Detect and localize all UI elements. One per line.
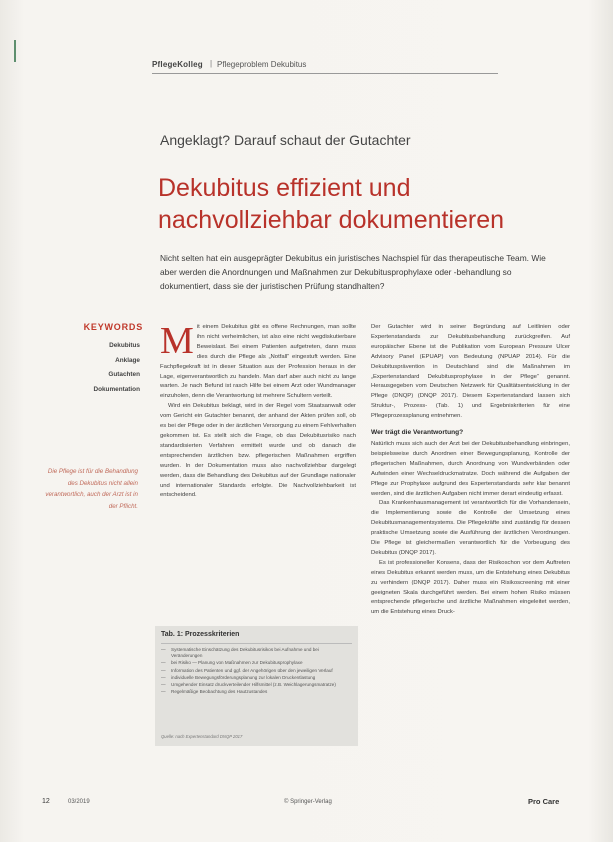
body-paragraph: Der Gutachter wird in seiner Begründung auf Leitlinien oder Expertenstandards zur Dekubitusbehandlung zurückgreifen. Auf europäischer Ebene ist die Publikation vom European Pressure Ulcer Advisory Panel (EPUAP) von Bedeutung (NPUAP 2014). Für die Dekubitusprävention in Deutschland sind die Maßnahmen im „Expertenstandard Dekubitusprophylaxe in der Pflege“ genannt. Herausgegeben vom Deutschen Netzwerk für Qualitätsentwicklung in der Pflege (DNQP) (DNQP 2017). Diesem Expertenstandard lassen sich Struktur-, Prozess- (Tab. 1) und Ergebniskriterien für eine Pflegeprozessplanung entnehmen.	[371, 324, 570, 420]
body-paragraph: Es ist professioneller Konsens, dass der Risikoschon vor dem Auftreten eines Dekubitus erkannt werden muss, um die Entstehung eines Dekubitus zu verhindern (DNQP 2017). Daher muss ein Risikoscreening mit einer geeigneten Skala durchgeführt werden. Bei einem hohen Risiko müssen entsprechende pflegerische und ärztliche Maßnahmen eingeleitet werden, um die Entstehung eines Druck-	[371, 559, 570, 616]
keyword-item: Dekubitus	[109, 342, 140, 349]
header-separator: |	[210, 59, 213, 68]
article-lead: Nicht selten hat ein ausgeprägter Dekubitus ein juristisches Nachspiel für das therapeutische Team. Wie aber werden die Anordnungen und Maßnahmen zur Dekubitusprophylaxe oder -behandlung so dokumentiert, dass sie der juristischen Prüfung standhalten?	[160, 253, 546, 291]
body-paragraph: Das Krankenhausmanagement ist verantwortlich für die Vorhandensein, die Implementierung sowie die Kontrolle der Umsetzung eines Dekubitusmanagementsystems. Die Pflegekräfte sind zuständig für dessen praktische Umsetzung sowie die Ausführung der ärztlichen Verordnungen. Die Pflege ist gleichermaßen verantwortlich für die Vorbeugung des Dekubitus (DNQP 2017).	[371, 500, 570, 556]
header-topic: Pflegeproblem Dekubitus	[217, 60, 307, 69]
table-list	[161, 647, 351, 696]
table-list-item: — Information des Patienten und ggf. der Angehörigen über den jeweiligen Verlauf	[161, 668, 351, 674]
running-header	[118, 60, 498, 73]
issue-number: 03/2019	[68, 799, 90, 805]
keywords-heading: KEYWORDS	[83, 322, 143, 332]
section-subheading: Wer trägt die Verantwortung?	[371, 429, 464, 437]
page-edge-mark	[14, 40, 16, 62]
keyword-item: Anklage	[115, 356, 140, 364]
body-column-1	[160, 320, 356, 501]
body-column-2	[371, 323, 570, 618]
table-list-item: — Umgehender Einsatz druckverteilender Hilfsmittel (z.B. Weichlagerungsmatratze)	[161, 682, 351, 688]
process-criteria-table	[155, 626, 358, 746]
keywords-list	[60, 339, 140, 397]
table-rule	[161, 643, 352, 644]
body-paragraph	[160, 320, 356, 402]
paragraph-text: it einem Dekubitus gibt es offene Rechnungen, man sollte ihn nicht verheimlichen, ist also eine nicht wegdiskutierbare Beweislast. Bei einem Patienten aufgetreten, dann muss dies durch die Pflege als „Notfall“ eingestuft werden. Eine Fachpflegekraft ist in dieser Situation aus der Profession heraus in der Lage, eigenverantwortlich zu handeln. Man darf aber auch nicht zu lange warten. Je nach Befund ist rasch Hilfe bei einem Arzt oder Wundmanager einzuholen, denn die Verantwortung ist mehrere Schultern verteilt.	[160, 324, 356, 400]
table-list-item: — individuelle Bewegungsförderungsplanung zur lokalen Druckentlastung	[161, 675, 351, 681]
journal-name: Pro Care	[528, 797, 560, 806]
page-number: 12	[42, 798, 50, 805]
body-paragraph: Natürlich muss sich auch der Arzt bei der Dekubitusbehandlung einbringen, beispielsweise durch Anordnen einer Bewegungsplanung, Kontrolle der pflegerischen Maßnahmen, durch Anordnung von Wundverbänden oder Aufwinden einer Wechseldruckmatratze. Doch während die Aufgaben der Pflege zur Prophylaxe aufgrund des Expertenstandards sehr klar benannt werden, sind die ärztlichen Aufgaben nicht immer derart eindeutig erfasst.	[371, 440, 570, 497]
table-list-item: — bei Risiko — Planung von Maßnahmen zur Dekubitusprophylaxe	[161, 660, 351, 666]
table-list-item: — Regelmäßige Beobachtung des Hautzustandes	[161, 689, 351, 695]
article-title: Dekubitus effizient und nachvollziehbar dokumentieren	[158, 173, 505, 234]
header-section: PflegeKolleg	[152, 60, 203, 69]
keyword-item: Gutachten	[108, 371, 140, 378]
table-source: Quelle: nach Expertenstandard DNQP 2017	[161, 734, 243, 739]
pull-quote: Die Pflege ist für die Behandlung des Dekubitus nicht allein verantwortlich, auch der Arzt ist in der Pflicht.	[45, 468, 138, 510]
header-rule	[152, 73, 498, 74]
drop-cap: M	[160, 320, 194, 362]
table-title: Tab. 1: Prozesskriterien	[161, 631, 240, 638]
keyword-item: Dokumentation	[93, 385, 140, 393]
article-kicker: Angeklagt? Darauf schaut der Gutachter	[160, 132, 411, 148]
publisher: © Springer-Verlag	[284, 799, 332, 805]
body-paragraph: Wird ein Dekubitus beklagt, wird in der Regel vom Staatsanwalt oder vom Gericht ein Gutachter benannt, der anhand der Akten prüfen soll, ob es bei der Pflege oder in der ärztlichen Versorgung zu einem Fehlverhalten gekommen ist. Es stellt sich die Frage, ob das Dekubitusrisiko nach standardisierten Verfahren ermittelt wurde und ob danach die entsprechenden ärztlichen bzw. pflegerischen Maßnahmen ergriffen wurden. In der Dokumentation muss also nachvollziehbar dargelegt werden, dass die Behandlung des Dekubitus auf der Grundlage nationaler und internationaler Standards erfolgte. Die Nachvollziehbarkeit ist entscheidend.	[160, 403, 356, 499]
table-list-item: — Systematische Einschätzung des Dekubitusrisikos bei Aufnahme und bei Veränderungen	[161, 647, 351, 659]
